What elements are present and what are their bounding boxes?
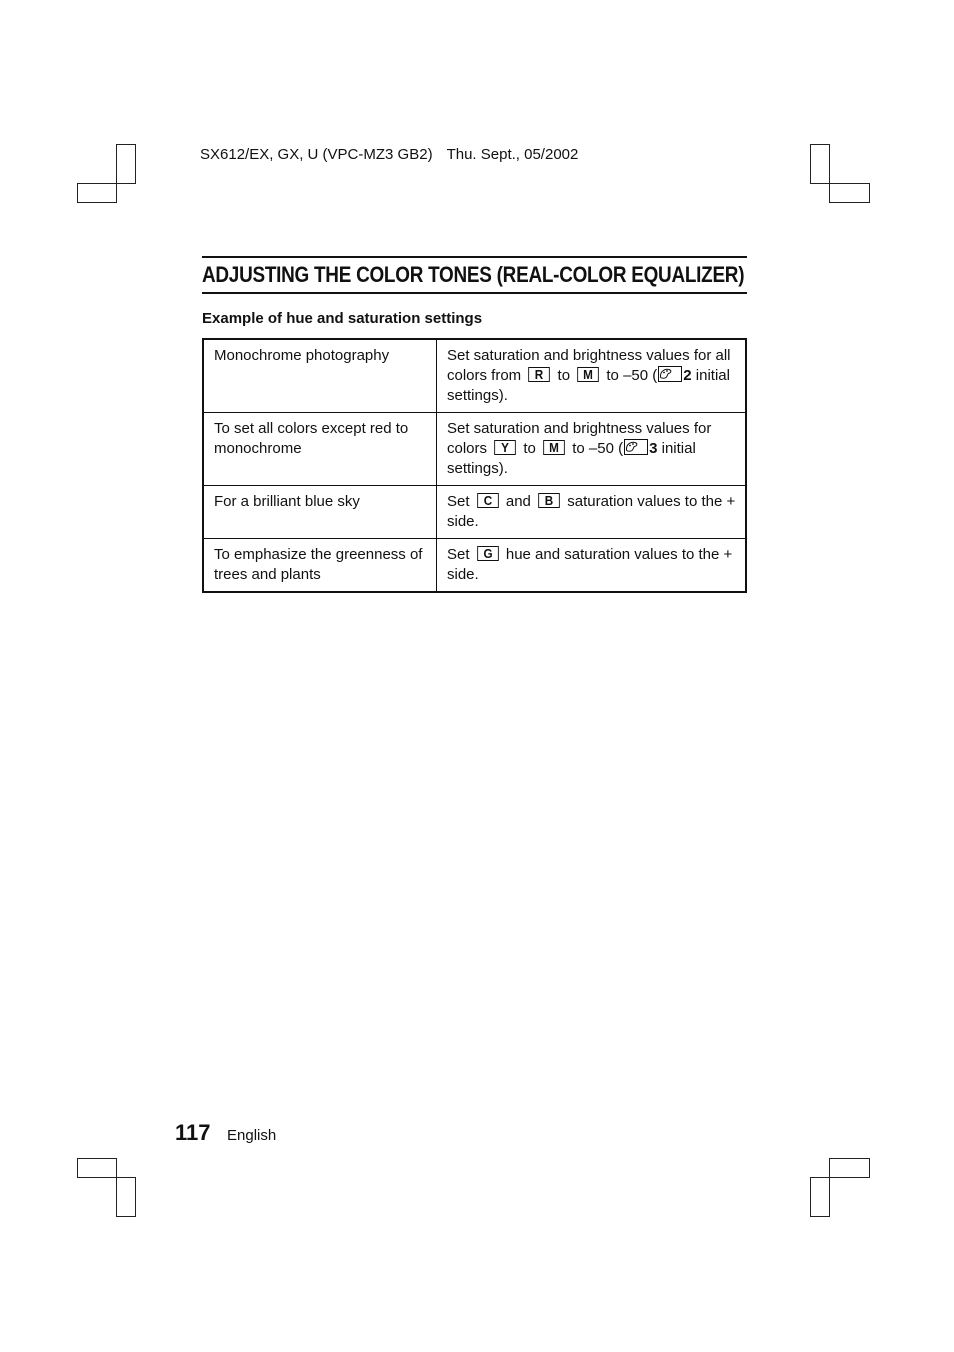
print-date: Thu. Sept., 05/2002 [446, 146, 579, 163]
preset-number: 2 [683, 367, 692, 384]
section-title-bar [202, 256, 747, 294]
print-header [200, 146, 578, 163]
table-row [203, 486, 746, 539]
crop-mark-tl-vertical [116, 144, 136, 184]
settings-example-table [202, 338, 747, 593]
crop-mark-bl-vertical [116, 1177, 136, 1217]
setting-cell: Set saturation and brightness values for colors Y to M to –50 ( 3 initial settings). [437, 413, 747, 486]
purpose-cell: To set all colors except red to monochrome [203, 413, 437, 486]
crop-mark-br-horizontal [829, 1158, 870, 1178]
table-row [203, 339, 746, 413]
page-language: English [227, 1127, 277, 1144]
color-key-b-icon: B [538, 493, 560, 508]
purpose-cell: Monochrome photography [203, 339, 437, 413]
preset-number: 3 [649, 440, 658, 457]
crop-mark-br-vertical [810, 1177, 830, 1217]
purpose-cell: For a brilliant blue sky [203, 486, 437, 539]
crop-mark-tr-vertical [810, 144, 830, 184]
color-key-m-icon: M [577, 367, 599, 382]
page-title: ADJUSTING THE COLOR TONES (REAL-COLOR EQUALIZER) [202, 262, 745, 287]
purpose-cell: To emphasize the greenness of trees and plants [203, 539, 437, 593]
color-key-g-icon: G [477, 546, 499, 561]
palette-preset-icon [624, 439, 648, 455]
model-info: SX612/EX, GX, U (VPC-MZ3 GB2) [200, 146, 433, 163]
palette-preset-icon [658, 366, 682, 382]
crop-mark-bl-horizontal [77, 1158, 117, 1178]
setting-cell: Set saturation and brightness values for all colors from R to M to –50 ( 2 initial settings). [437, 339, 747, 413]
crop-mark-tl-horizontal [77, 183, 117, 203]
table-row [203, 413, 746, 486]
crop-mark-tr-horizontal [829, 183, 870, 203]
page-number: 117 [175, 1120, 211, 1145]
setting-cell: Set G hue and saturation values to the + side. [437, 539, 747, 593]
color-key-m-icon: M [543, 440, 565, 455]
setting-cell: Set C and B saturation values to the + side. [437, 486, 747, 539]
table-row [203, 539, 746, 593]
table-caption: Example of hue and saturation settings [202, 310, 483, 327]
color-key-r-icon: R [529, 367, 551, 382]
color-key-y-icon: Y [494, 440, 516, 455]
color-key-c-icon: C [477, 493, 499, 508]
